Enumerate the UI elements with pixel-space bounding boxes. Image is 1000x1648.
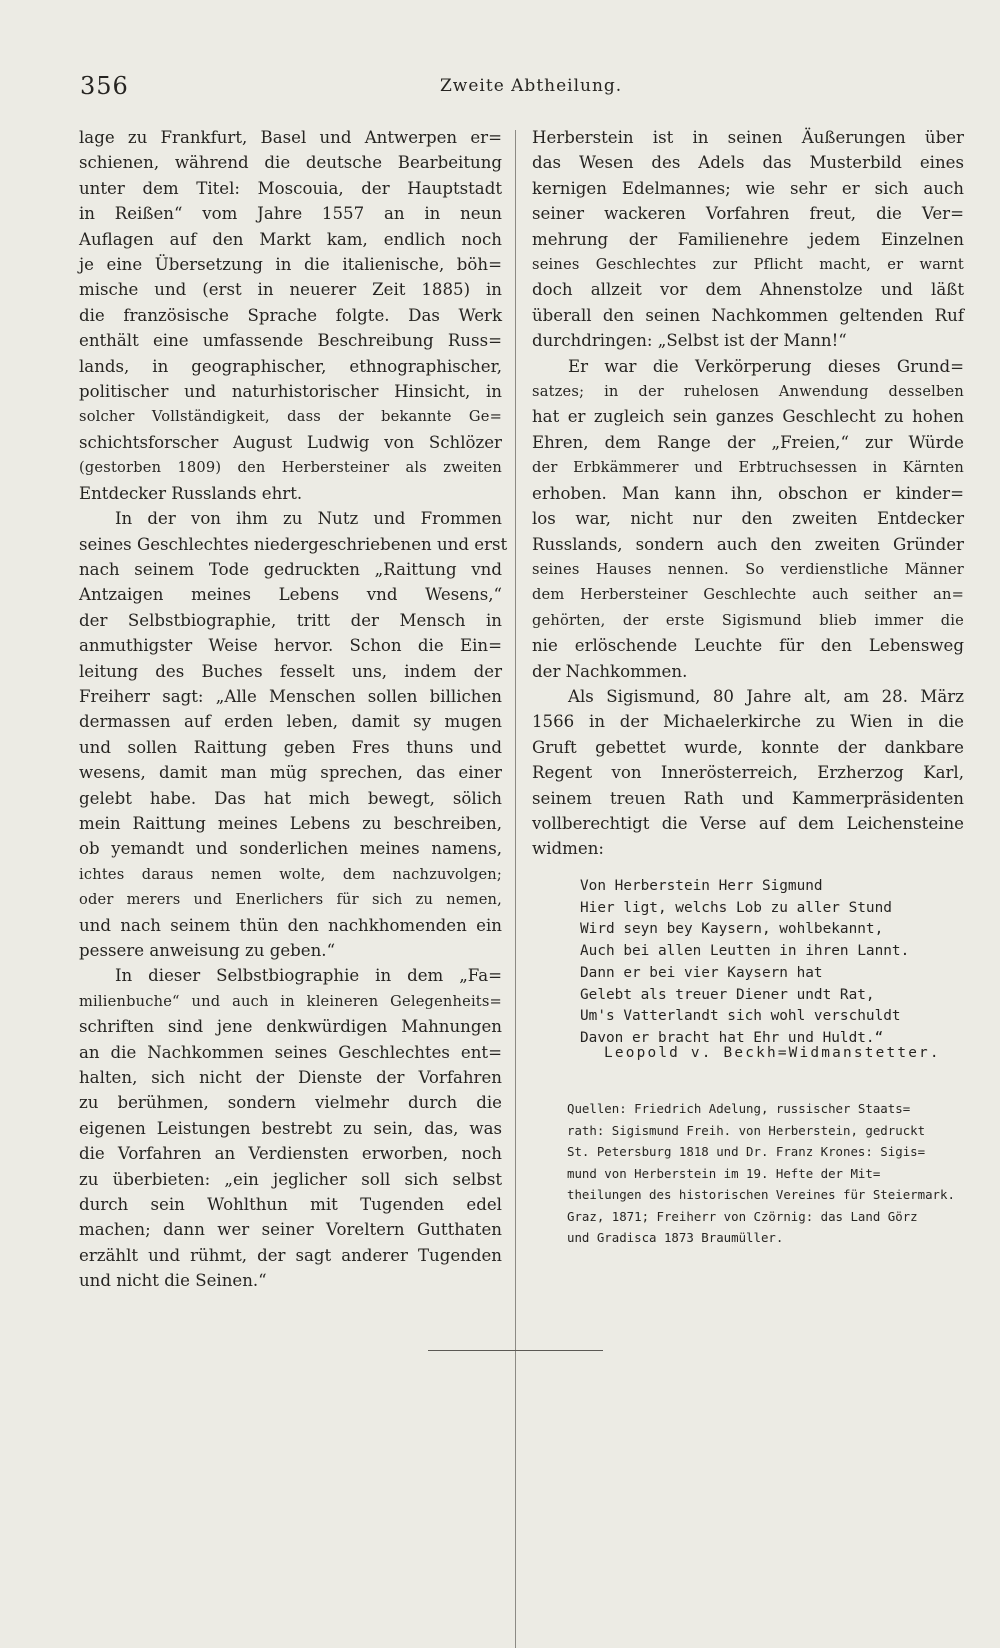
- text-line: mehrung der Familienehre jedem Einzelnen: [532, 229, 964, 249]
- text-line: schriften sind jene denkwürdigen Mahnungen: [79, 1017, 502, 1037]
- text-line: und nach seinem thün den nachkhomenden ein: [79, 915, 502, 935]
- text-line: schichtsforscher August Ludwig von Schlözer: [79, 432, 502, 452]
- text-line: (gestorben 1809) den Herbersteiner als zweiten: [79, 459, 502, 477]
- text-line: Er war die Verkörperung dieses Grund=: [568, 356, 964, 376]
- poem-line: Davon er bracht hat Ehr und Huldt.“: [580, 1029, 884, 1046]
- text-line: Ehren, dem Range der „Freien,“ zur Würde: [532, 432, 964, 452]
- text-line: Herberstein ist in seinen Äußerungen über: [532, 128, 964, 147]
- text-line: wesens, damit man müg sprechen, das einer: [79, 763, 502, 783]
- page-header: [80, 72, 970, 106]
- text-line: enthält eine umfassende Beschreibung Russ=: [79, 331, 502, 351]
- text-line: die französische Sprache folgte. Das Werk: [79, 305, 502, 325]
- poem-line: Gelebt als treuer Diener undt Rat,: [580, 986, 875, 1003]
- text-line: an die Nachkommen seines Geschlechtes ent=: [79, 1042, 502, 1062]
- text-line: Russlands, sondern auch den zweiten Gründer: [532, 534, 964, 554]
- poem-line: Von Herberstein Herr Sigmund: [580, 878, 823, 894]
- text-line: und sollen Raittung geben Fres thuns und: [79, 737, 502, 757]
- left-column: [79, 125, 508, 1294]
- poem-line: Auch bei allen Leutten in ihren Lannt.: [580, 943, 910, 960]
- text-line: unter dem Titel: Moscouia, der Hauptstadt: [79, 178, 502, 198]
- epitaph-poem: [580, 876, 940, 1050]
- text-line: milienbuche“ und auch in kleineren Gelegenheits=: [79, 992, 502, 1010]
- text-line: anmuthigster Weise hervor. Schon die Ein=: [79, 636, 502, 656]
- text-line: zu berühmen, sondern vielmehr durch die: [79, 1093, 502, 1113]
- text-line: seines Geschlechtes niedergeschriebenen und erst: [79, 534, 508, 554]
- text-line: der Nachkommen.: [532, 661, 688, 681]
- text-line: Auflagen auf den Markt kam, endlich noch: [79, 229, 502, 249]
- poem-line: Um's Vatterlandt sich wohl verschuldt: [580, 1008, 901, 1025]
- text-line: Antzaigen meines Lebens vnd Wesens,“: [79, 585, 502, 605]
- source-line: theilungen des historischen Vereines für Steiermark.: [567, 1187, 955, 1202]
- text-line: erhoben. Man kann ihn, obschon er kinder=: [532, 483, 964, 503]
- text-line: der Erbkämmerer und Erbtruchsessen in Kärnten: [532, 459, 964, 477]
- text-line: vollberechtigt die Verse auf dem Leichensteine: [532, 813, 964, 833]
- source-line: rath: Sigismund Freih. von Herberstein, gedruckt: [567, 1122, 926, 1138]
- text-line: ichtes daraus nemen wolte, dem nachzuvolgen;: [79, 865, 502, 883]
- text-line: nach seinem Tode gedruckten „Raittung vnd: [79, 559, 502, 579]
- text-line: schienen, während die deutsche Bearbeitung: [79, 153, 502, 173]
- column-divider: [515, 130, 516, 1648]
- text-line: gehörten, der erste Sigismund blieb immer die: [532, 611, 964, 629]
- page-number: 356: [80, 72, 129, 100]
- text-line: und nicht die Seinen.“: [79, 1271, 267, 1291]
- text-line: erzählt und rühmt, der sagt anderer Tugenden: [79, 1245, 502, 1265]
- text-line: überall den seinen Nachkommen geltenden Ruf: [532, 305, 964, 325]
- source-line: und Gradisca 1873 Braumüller.: [567, 1230, 784, 1245]
- text-line: seinem treuen Rath und Kammerpräsidenten: [532, 788, 964, 808]
- text-line: Gruft gebettet wurde, konnte der dankbare: [532, 737, 964, 757]
- footnote-rule: [428, 1350, 603, 1351]
- text-line: satzes; in der ruhelosen Anwendung desselben: [532, 383, 964, 401]
- text-line: seines Geschlechtes zur Pflicht macht, er warnt: [532, 256, 964, 274]
- text-line: mische und (erst in neuerer Zeit 1885) in: [79, 280, 502, 300]
- source-line: Quellen: Friedrich Adelung, russischer Staats=: [567, 1101, 911, 1116]
- text-line: 1566 in der Michaelerkirche zu Wien in die: [532, 712, 964, 732]
- poem-line: Hier ligt, welchs Lob zu aller Stund: [580, 899, 892, 916]
- text-line: oder merers und Enerlichers für sich zu nemen,: [79, 891, 502, 909]
- text-line: die Vorfahren an Verdiensten erworben, noch: [79, 1144, 502, 1164]
- text-line: widmen:: [532, 839, 604, 859]
- text-line: dem Herbersteiner Geschlechte auch seither an=: [532, 586, 964, 604]
- text-line: dermassen auf erden leben, damit sy mugen: [79, 712, 502, 732]
- text-line: lands, in geographischer, ethnographischer,: [79, 356, 502, 376]
- text-line: politischer und naturhistorischer Hinsicht, in: [79, 382, 502, 402]
- text-line: zu überbieten: „ein jeglicher soll sich selbst: [79, 1169, 502, 1189]
- text-line: je eine Übersetzung in die italienische, böh=: [79, 255, 502, 275]
- right-column: [532, 125, 964, 862]
- poem-author: Leopold v. Beckh=Widmanstetter.: [604, 1045, 941, 1061]
- text-line: in Reißen“ vom Jahre 1557 an in neun: [79, 204, 502, 224]
- text-line: seines Hauses nennen. So verdienstliche Männer: [532, 560, 964, 578]
- source-line: St. Petersburg 1818 und Dr. Franz Krones: Sigis=: [567, 1144, 926, 1159]
- text-line: machen; dann wer seiner Voreltern Gutthaten: [79, 1220, 502, 1240]
- text-line: kernigen Edelmannes; wie sehr er sich auch: [532, 178, 964, 198]
- text-line: Freiherr sagt: „Alle Menschen sollen billichen: [79, 686, 502, 706]
- text-line: los war, nicht nur den zweiten Entdecker: [532, 509, 964, 529]
- text-line: durch sein Wohlthun mit Tugenden edel: [79, 1195, 502, 1215]
- source-line: Graz, 1871; Freiherr von Czörnig: das Land Görz: [567, 1208, 918, 1224]
- text-line: ob yemandt und sonderlichen meines namens,: [79, 839, 502, 859]
- text-line: hat er zugleich sein ganzes Geschlecht zu hohen: [532, 407, 964, 427]
- text-line: solcher Vollständigkeit, dass der bekannte Ge=: [79, 408, 502, 426]
- text-line: das Wesen des Adels das Musterbild eines: [532, 153, 964, 173]
- text-line: Als Sigismund, 80 Jahre alt, am 28. März: [568, 686, 964, 706]
- text-line: eigenen Leistungen bestrebt zu sein, das, was: [79, 1118, 502, 1138]
- running-head: Zweite Abtheilung.: [440, 76, 623, 96]
- text-line: Regent von Innerösterreich, Erzherzog Karl,: [532, 763, 964, 783]
- text-line: Entdecker Russlands ehrt.: [79, 483, 303, 503]
- text-line: gelebt habe. Das hat mich bewegt, sölich: [79, 788, 502, 808]
- text-line: durchdringen: „Selbst ist der Mann!“: [532, 331, 847, 351]
- poem-line: Dann er bei vier Kaysern hat: [580, 964, 823, 981]
- text-line: In der von ihm zu Nutz und Frommen: [115, 509, 502, 529]
- text-line: mein Raittung meines Lebens zu beschreiben,: [79, 813, 502, 833]
- text-line: In dieser Selbstbiographie in dem „Fa=: [115, 966, 502, 986]
- source-line: mund von Herberstein im 19. Hefte der Mit=: [567, 1165, 881, 1181]
- text-line: doch allzeit vor dem Ahnenstolze und läßt: [532, 280, 964, 300]
- text-line: nie erlöschende Leuchte für den Lebensweg: [532, 636, 964, 656]
- text-line: halten, sich nicht der Dienste der Vorfahren: [79, 1068, 502, 1088]
- text-line: pessere anweisung zu geben.“: [79, 941, 336, 960]
- poem-line: Wird seyn bey Kaysern, wohlbekannt,: [580, 921, 884, 938]
- text-line: der Selbstbiographie, tritt der Mensch in: [79, 610, 502, 630]
- text-line: seiner wackeren Vorfahren freut, die Ver=: [532, 204, 964, 224]
- sources-note: [567, 1098, 965, 1249]
- text-line: leitung des Buches fesselt uns, indem der: [79, 661, 502, 681]
- text-line: lage zu Frankfurt, Basel und Antwerpen er=: [79, 128, 502, 147]
